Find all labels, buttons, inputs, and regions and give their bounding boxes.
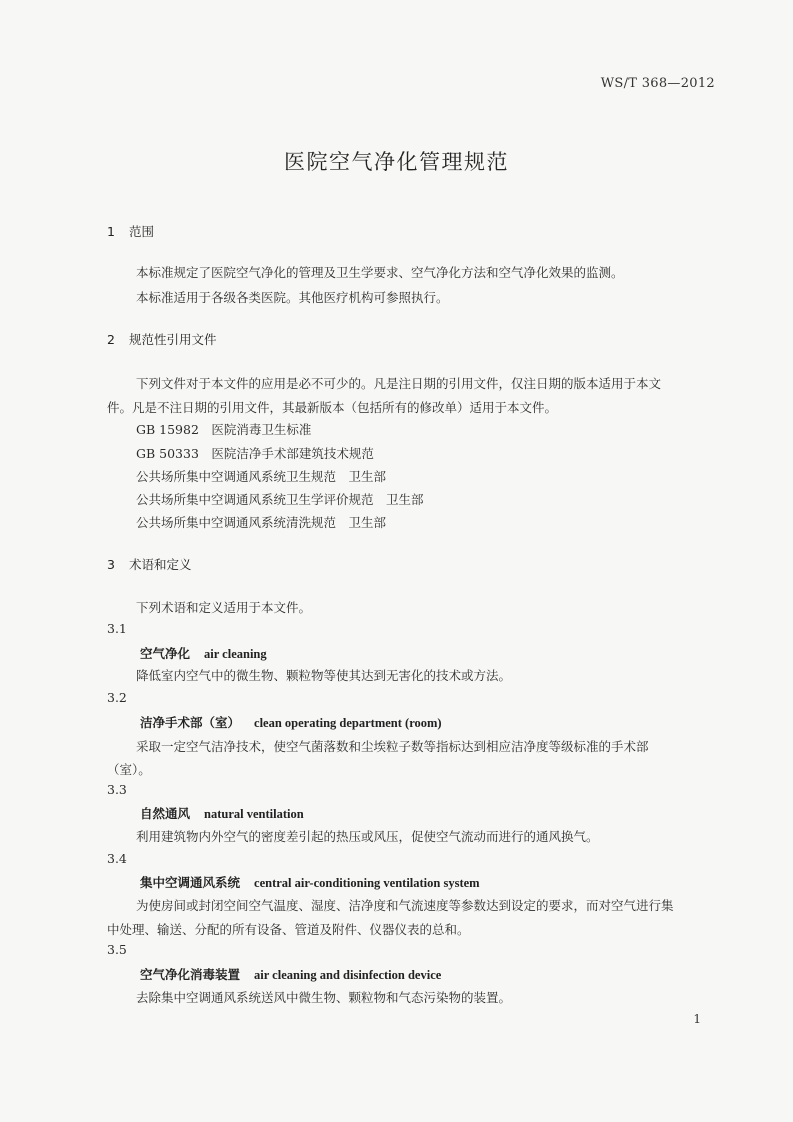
term-definition: 利用建筑物内外空气的密度差引起的热压或风压，促使空气流动而进行的通风换气。 bbox=[136, 829, 599, 844]
term-en: air cleaning and disinfection device bbox=[254, 968, 442, 982]
term-title bbox=[140, 873, 480, 891]
term-definition: 去除集中空调通风系统送风中微生物、颗粒物和气态污染物的装置。 bbox=[136, 990, 512, 1005]
term-zh: 洁净手术部（室） bbox=[140, 715, 241, 730]
section-3-heading bbox=[107, 555, 192, 573]
term-number: 3.1 bbox=[107, 621, 127, 636]
document-title: 医院空气净化管理规范 bbox=[284, 150, 509, 174]
term-number: 3.2 bbox=[107, 690, 127, 705]
paragraph-line: 下列文件对于本文件的应用是必不可少的。凡是注日期的引用文件，仅注日期的版本适用于本文 bbox=[136, 376, 662, 391]
paragraph-line: 本标准规定了医院空气净化的管理及卫生学要求、空气净化方法和空气净化效果的监测。 bbox=[136, 265, 624, 280]
reference-item: 公共场所集中空调通风系统清洗规范 卫生部 bbox=[136, 515, 387, 530]
paragraph-line: 件。凡是不注日期的引用文件，其最新版本（包括所有的修改单）适用于本文件。 bbox=[107, 400, 558, 415]
section-title: 范围 bbox=[129, 224, 155, 239]
term-en: air cleaning bbox=[204, 647, 267, 661]
section-1-heading bbox=[107, 222, 154, 240]
section-title: 规范性引用文件 bbox=[129, 332, 217, 347]
term-en: central air-conditioning ventilation system bbox=[254, 876, 480, 890]
section-number: 3 bbox=[107, 557, 115, 572]
term-zh: 自然通风 bbox=[140, 806, 191, 821]
reference-item: GB 50333 医院洁净手术部建筑技术规范 bbox=[136, 446, 374, 461]
section-2-heading bbox=[107, 330, 217, 348]
section-number: 1 bbox=[107, 224, 115, 239]
term-title bbox=[140, 965, 441, 983]
reference-item: 公共场所集中空调通风系统卫生学评价规范 卫生部 bbox=[136, 492, 424, 507]
paragraph-line: 下列术语和定义适用于本文件。 bbox=[136, 600, 312, 615]
term-definition: 采取一定空气洁净技术，使空气菌落数和尘埃粒子数等指标达到相应洁净度等级标准的手术部 bbox=[136, 739, 649, 754]
paragraph-line: 本标准适用于各级各类医院。其他医疗机构可参照执行。 bbox=[136, 290, 449, 305]
term-definition: 降低室内空气中的微生物、颗粒物等使其达到无害化的技术或方法。 bbox=[136, 668, 512, 683]
term-zh: 集中空调通风系统 bbox=[140, 875, 241, 890]
term-definition: 为使房间或封闭空间空气温度、湿度、洁净度和气流速度等参数达到设定的要求，而对空气进行集 bbox=[136, 898, 674, 913]
term-title bbox=[140, 644, 267, 662]
term-definition: 中处理、输送、分配的所有设备、管道及附件、仪器仪表的总和。 bbox=[107, 922, 470, 937]
section-number: 2 bbox=[107, 332, 115, 347]
term-definition: （室）。 bbox=[107, 762, 151, 777]
term-number: 3.3 bbox=[107, 782, 127, 797]
term-number: 3.4 bbox=[107, 851, 127, 866]
term-title bbox=[140, 804, 304, 822]
term-en: clean operating department (room) bbox=[254, 716, 442, 730]
term-number: 3.5 bbox=[107, 942, 127, 957]
term-zh: 空气净化 bbox=[140, 646, 191, 661]
term-en: natural ventilation bbox=[204, 807, 304, 821]
section-title: 术语和定义 bbox=[129, 557, 192, 572]
term-title bbox=[140, 713, 442, 731]
reference-item: 公共场所集中空调通风系统卫生规范 卫生部 bbox=[136, 469, 387, 484]
term-zh: 空气净化消毒装置 bbox=[140, 967, 241, 982]
reference-item: GB 15982 医院消毒卫生标准 bbox=[136, 422, 312, 437]
standard-code: WS/T 368—2012 bbox=[600, 76, 715, 91]
page-number: 1 bbox=[693, 1012, 701, 1026]
